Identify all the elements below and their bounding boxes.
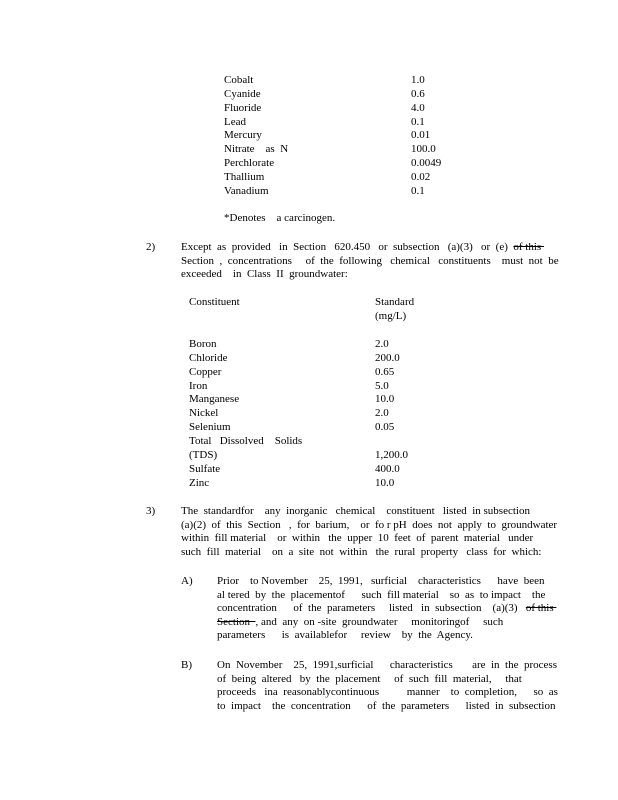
t2-name-9: Sulfate [189, 463, 221, 475]
item2-line3: exceeded in Class II groundwater: [181, 268, 348, 281]
item3-paragraph [181, 505, 558, 559]
t2-value-2: 0.65 [375, 366, 395, 378]
top-name-5: Nitrate as N [224, 143, 289, 155]
t2-value-10: 10.0 [375, 477, 395, 489]
item2-paragraph [181, 241, 559, 282]
top-value-1: 0.6 [411, 88, 425, 100]
itemB-line1: On November 25, 1991,surficial characteristics are in the process [217, 659, 557, 671]
t2-name-5: Nickel [189, 407, 219, 419]
item2-line1-strike: of this [513, 241, 544, 253]
itemB-letter: B) [181, 659, 192, 671]
t2-name-2: Copper [189, 366, 222, 378]
itemA-line5: parameters is availablefor review by the Agency. [217, 629, 473, 642]
t2-name-10: Zinc [189, 477, 210, 489]
itemB-paragraph [217, 659, 558, 713]
itemA-line4-strike: Section [217, 615, 256, 628]
itemA-line2: al tered by the placementof such fill material so as to impact the [217, 588, 546, 601]
header-constituent: Constituent [189, 296, 240, 308]
top-value-2: 4.0 [411, 102, 425, 114]
top-name-3: Lead [224, 116, 246, 128]
header-standard-units: (mg/L) [375, 310, 407, 322]
t2-name-1: Chloride [189, 352, 228, 364]
item2-line2: Section , concentrations of the following chemical constituents must not be [181, 254, 559, 267]
header-standard: Standard [375, 296, 415, 308]
itemA-paragraph [217, 575, 557, 643]
t2-value-6: 0.05 [375, 421, 395, 433]
top-name-6: Perchlorate [224, 157, 275, 169]
itemB-line4: to impact the concentration of the parameters listed in subsection [217, 699, 556, 712]
itemA-line4: , and any on -site groundwater monitoringof such [255, 615, 504, 628]
footnote: *Denotes a carcinogen. [224, 212, 336, 224]
t2-name-6: Selenium [189, 421, 231, 433]
t2-value-3: 5.0 [375, 380, 389, 392]
top-name-1: Cyanide [224, 88, 261, 100]
t2-name-7: Total Dissolved Solids [189, 435, 303, 447]
itemA-line3: concentration of the parameters listed in subsection (a)(3) [217, 602, 526, 615]
t2-value-0: 2.0 [375, 338, 389, 350]
top-name-2: Fluoride [224, 102, 262, 114]
t2-value-1: 200.0 [375, 352, 400, 364]
itemB-line3: proceeds ina reasonablycontinuous manner to completion, so as [217, 686, 558, 699]
top-name-0: Cobalt [224, 74, 254, 86]
item3-line3: within fill material or within the upper 10 feet of parent material under [181, 532, 534, 545]
itemA-line1: Prior to November 25, 1991, surficial characteristics have been [217, 575, 545, 587]
top-value-7: 0.02 [411, 171, 431, 183]
item2-line1: Except as provided in Section 620.450 or subsection (a)(3) or (e) [181, 241, 514, 253]
top-name-8: Vanadium [224, 185, 269, 197]
t2-name-4: Manganese [189, 393, 240, 405]
item3-line4: such fill material on a site not within the rural property class for which: [181, 545, 542, 558]
t2-value-9: 400.0 [375, 463, 400, 475]
top-value-4: 0.01 [411, 129, 431, 141]
top-name-4: Mercury [224, 129, 262, 141]
top-value-6: 0.0049 [411, 157, 442, 169]
item2-number: 2) [146, 241, 156, 253]
top-value-3: 0.1 [411, 116, 425, 128]
item3-line2: (a)(2) of this Section , for barium, or fo r pH does not apply to groundwater [181, 518, 558, 531]
top-value-8: 0.1 [411, 185, 425, 197]
t2-value-4: 10.0 [375, 393, 395, 405]
t2-value-5: 2.0 [375, 407, 389, 419]
t2-value-8: 1,200.0 [375, 449, 408, 461]
top-name-7: Thallium [224, 171, 265, 183]
t2-name-3: Iron [189, 380, 208, 392]
itemB-line2: of being altered by the placement of such fill material, that [217, 672, 522, 685]
top-value-0: 1.0 [411, 74, 425, 86]
t2-name-0: Boron [189, 338, 217, 350]
t2-name-8: (TDS) [189, 449, 218, 461]
top-value-5: 100.0 [411, 143, 436, 155]
item3-line1: The standardfor any inorganic chemical constituent listed in subsection [181, 505, 530, 517]
itemA-line3-strike: of this [525, 602, 557, 615]
item3-number: 3) [146, 505, 156, 517]
itemA-letter: A) [181, 575, 193, 587]
